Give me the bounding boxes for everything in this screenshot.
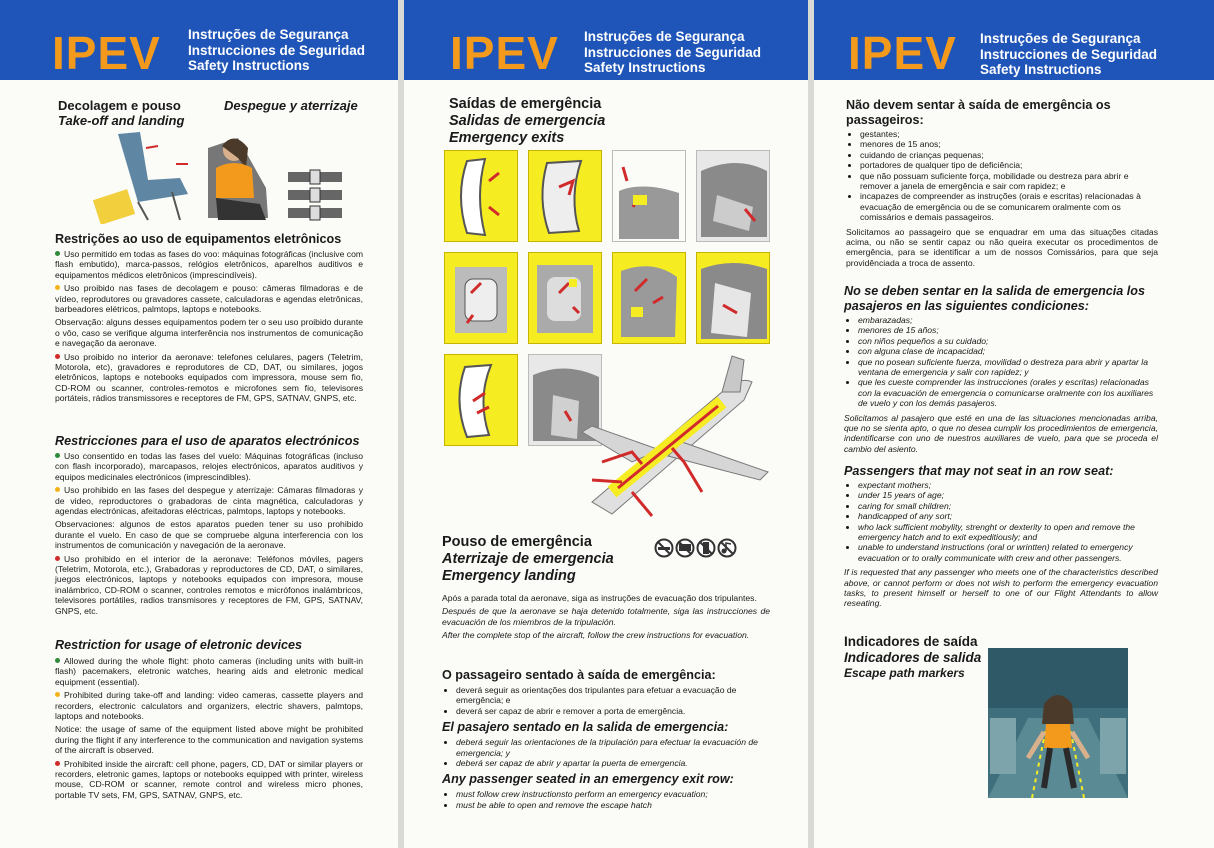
- es-electronics-title: Restricciones para el uso de aparatos electrónicos: [55, 434, 360, 448]
- header-title-en: Safety Instructions: [980, 62, 1102, 77]
- list-item: • caring for small children;: [858, 501, 1158, 511]
- list-item: • gestantes;: [860, 129, 1158, 139]
- list-item: • handicapped of any sort;: [858, 511, 1158, 521]
- panel-header: [814, 0, 1214, 80]
- no-music-icon: [719, 540, 736, 557]
- exit-step-1-icon: [444, 150, 518, 242]
- markers-title-en: Escape path markers: [844, 666, 965, 680]
- restricted-dot-icon: [55, 692, 60, 697]
- seatbelt-buckle-icon: [288, 170, 342, 220]
- prohibited-dot-icon: [55, 556, 60, 561]
- section-pt-electronics: [55, 232, 363, 407]
- landing-text-pt: Após a parada total da aeronave, siga as instruções de evacuação dos tripulantes.: [442, 593, 757, 603]
- list-item: Observação: alguns desses equipamentos podem ter o seu uso proibido durante o vôo, caso se verifique alguma interferência nos instrumentos de comunicação e navegação da aeronave.: [55, 317, 363, 349]
- no-devices-icons: [654, 538, 738, 558]
- seated-list-pt: [442, 685, 772, 716]
- section-en-electronics: [55, 638, 363, 803]
- landing-text-es: Después de que la aeronave se haja detenido totalmente, siga las instrucciones de evacuación de los miembros de la tripulación.: [442, 606, 770, 627]
- section-en-exit-seat: [844, 464, 1158, 609]
- list-item: • que no posean suficiente fuerza, movilidad o destreza para abrir y apartar la ventana de emergencia y salir con rapidez; y: [858, 357, 1158, 378]
- evacuation-aircraft-illustration: [572, 352, 772, 524]
- list-item: • portadores de qualquer tipo de deficiência;: [860, 160, 1158, 170]
- exits-heading: [449, 96, 605, 147]
- panel-electronics: [0, 0, 398, 848]
- brand-logo: IPEV: [52, 27, 161, 79]
- panel-exit-seating: [814, 0, 1214, 848]
- section-es-electronics: [55, 434, 363, 619]
- escape-path-markers-illustration: [988, 648, 1128, 798]
- exits-title-es: Salidas de emergencia: [449, 113, 606, 129]
- list-item: • deberá ser capaz de abrir y apartar la puerta de emergencia.: [456, 758, 772, 768]
- landing-title-es: Aterrizaje de emergencia: [442, 551, 614, 567]
- en-exit-seat-note: If is requested that any passenger who meets one of the characteristics described above, or cannot perform or does not wish to perform the emergency evacuation tasks, to present himself or herself to one of our Flight Attendants to allow reseating.: [844, 567, 1158, 609]
- header-title-en: Safety Instructions: [188, 58, 310, 73]
- restricted-dot-icon: [55, 487, 60, 492]
- en-exit-seat-title: Passengers that may not seat in an row seat:: [844, 464, 1114, 478]
- list-item: • que les cueste comprender las instrucciones (orales y escritas) relacionadas con la evacuación de emergencia o comunicarse oralmente con los auxiliares de vuelo y con los demás pasajeros.: [858, 377, 1158, 408]
- list-item: • must be able to open and remove the escape hatch: [456, 800, 772, 810]
- en-electronics-title: Restriction for usage of eletronic devices: [55, 638, 303, 652]
- header-titles: [188, 27, 365, 74]
- no-phone-icon: [698, 540, 715, 557]
- exit-step-9-icon: [444, 354, 518, 446]
- list-item: • con niños pequeños a su cuidado;: [858, 336, 1158, 346]
- list-item: Notice: the usage of same of the equipment listed above might be prohibited during the flight if any interference to the communication and navigation systems of the aircraft is observed.: [55, 724, 363, 756]
- markers-heading: [844, 634, 981, 681]
- exit-step-2-icon: [528, 150, 602, 242]
- list-item: Uso permitido em todas as fases do voo: máquinas fotográficas (inclusive com flash embutido), marca-passos, relógios eletrônicos, aparelhos auditivos e equipamentos médicos eletrônicos (imprescindíveis).: [55, 249, 364, 280]
- landing-title-pt: Pouso de emergência: [442, 534, 592, 550]
- restricted-dot-icon: [55, 285, 60, 290]
- list-item: Allowed during the whole flight: photo cameras (including units with built-in flash) pacemakers, eletronic watches, hearing aids and eletronic medical equipment (essential).: [55, 656, 363, 687]
- list-item: Uso prohibido en el interior de la aeronave: Teléfonos móviles, pagers (Teletrim, Motorola, etc.), Grabadoras y reproductores de CD, DAT, o similares, juegos electrónicos, laptops y notebooks equipados con impresora, mouse inalámbrico, CD-ROM o scanner, controles remotos e micrófonos inalámbricos, televisores portátiles, radios transmisores y receptores de FM, GPS, SATNAV, GNPS, etc.: [55, 553, 363, 616]
- takeoff-title-es: Despegue y aterrizaje: [224, 98, 358, 113]
- exit-step-6-icon: [528, 252, 602, 344]
- takeoff-heading: [58, 98, 184, 128]
- allowed-dot-icon: [55, 453, 60, 458]
- header-title-es: Instrucciones de Seguridad: [980, 46, 1158, 62]
- allowed-dot-icon: [55, 251, 60, 256]
- list-item: Uso prohibido en las fases del despegue y aterrizaje: Cámaras filmadoras y de video, reproductores o grabadoras de cinta magnética, calculadoras y agendas electrónicas, afeitadoras eléctricas, palmtops, laptops y notebooks.: [55, 485, 363, 517]
- takeoff-title-en: Take-off and landing: [58, 113, 185, 128]
- es-electronics-body: [55, 451, 363, 616]
- seated-title-es: El pasajero sentado en la salida de emergencia:: [442, 720, 729, 735]
- prohibited-dot-icon: [55, 761, 60, 766]
- prohibited-dot-icon: [55, 354, 60, 359]
- exits-title-en: Emergency exits: [449, 130, 565, 146]
- panel-header: [404, 0, 808, 80]
- header-title-pt: Instruções de Segurança: [584, 29, 745, 44]
- landing-heading: [442, 534, 614, 585]
- seated-passenger-icon: [208, 138, 268, 220]
- list-item: • que não possuam suficiente força, mobilidade ou destreza para abrir e remover a janela de emergência e sair com rapidez; e: [860, 171, 1158, 192]
- takeoff-title-pt: Decolagem e pouso: [58, 98, 181, 113]
- list-item: Uso proibido no interior da aeronave: telefones celulares, pagers (Teletrim, Motorola, etc), gravadores e reprodutores de CD, DAT, ou similares, jogos eletrônicos, laptops e notebooks equipados com impressora, mouse sem fio, CD-ROM ou scanner, controles-remotos e microfones sem fio, televisores portáteis, rádios transmissores e receptores de FM, GPS, SATNAV, GNPS, etc.: [55, 351, 363, 404]
- header-title-pt: Instruções de Segurança: [980, 31, 1141, 46]
- pt-electronics-body: [55, 249, 363, 404]
- list-item: • who lack sufficient mobylity, strenght or dexterity to open and remove the emergency hatch and to exit expeditiously; and: [858, 522, 1158, 543]
- exit-step-4-icon: [696, 150, 770, 242]
- en-electronics-body: [55, 656, 363, 800]
- section-pt-exit-seat: [846, 98, 1158, 268]
- list-item: Uso consentido en todas las fases del vuelo: Máquinas fotográficas (incluso con flash incorporado), marcapasos, relojes electrónicos, aparatos auditivos y equipos medicinales electrónicos (imprescindibles).: [55, 451, 363, 482]
- exits-title-pt: Saídas de emergência: [449, 96, 602, 112]
- pt-exit-seat-note: Solicitamos ao passageiro que se enquadrar em uma das situações citadas acima, ou não se sentir capaz ou não queira executar os procedimentos de emergência, para se identificar a um de nossos Comissários, para que seja providênciada a troca de assento.: [846, 226, 1158, 268]
- exit-step-5-icon: [444, 252, 518, 344]
- list-item: • incapazes de compreender as instruções (orais e escritas) relacionadas à evacuação de emergência ou de se comunicarem oralmente com os comissários e demais passageiros.: [860, 191, 1158, 222]
- header-titles: [980, 31, 1157, 78]
- list-item: Prohibited during take-off and landing: video cameras, cassette players and recorders, electronic calculators and organizers, electric shavers, palmtops, laptops and notebooks.: [55, 690, 363, 722]
- no-laptop-icon: [677, 540, 694, 557]
- seat-upright-icon: [93, 132, 188, 224]
- seated-title-en: Any passenger seated in an emergency exit row:: [442, 772, 734, 787]
- allowed-dot-icon: [55, 658, 60, 663]
- header-titles: [584, 29, 761, 76]
- exit-step-7-icon: [612, 252, 686, 344]
- pt-exit-seat-list: [846, 129, 1158, 223]
- landing-text-en: After the complete stop of the aircraft, follow the crew instructions for evacuation.: [442, 630, 750, 641]
- landing-instructions: [442, 593, 770, 644]
- seated-list-es: [442, 737, 772, 768]
- list-item: • expectant mothers;: [858, 480, 1158, 490]
- no-smoking-icon: [656, 540, 673, 557]
- pt-exit-seat-title: Não devem sentar à saída de emergência os passageiros:: [846, 98, 1111, 127]
- exit-step-8-icon: [696, 252, 770, 344]
- list-item: • con alguna clase de incapacidad;: [858, 346, 1158, 356]
- header-title-es: Instrucciones de Seguridad: [188, 42, 366, 58]
- es-exit-seat-note: Solicitamos al pasajero que esté en una de las situaciones mencionadas arriba, que no se sienta apto, o que no desea cumplir los procedimientos de emergencia, indentificarse con uno de nuestros auxiliares de vuelo, para que se proceda el cambio del asiento.: [844, 412, 1158, 454]
- list-item: • deberá seguir las orientaciones de la tripulación para efectuar la evacuación de emergencia; y: [456, 737, 772, 758]
- panel-header: [0, 0, 398, 80]
- takeoff-illustration: [88, 128, 368, 224]
- es-exit-seat-list: [844, 315, 1158, 409]
- list-item: • menores de 15 anos;: [860, 139, 1158, 149]
- header-title-pt: Instruções de Segurança: [188, 27, 349, 42]
- list-item: • deverá ser capaz de abrir e remover a porta de emergência.: [456, 706, 772, 716]
- list-item: • must follow crew instructionsto perform an emergency evacuation;: [456, 789, 772, 799]
- landing-title-en: Emergency landing: [442, 568, 576, 584]
- markers-title-es: Indicadores de salida: [844, 650, 982, 665]
- list-item: • deverá seguir as orientações dos tripulantes para efetuar a evacuação de emergência; e: [456, 685, 772, 706]
- brand-logo: IPEV: [450, 27, 559, 79]
- exit-row-section: [442, 668, 772, 810]
- exit-step-3-icon: [612, 150, 686, 242]
- list-item: • unable to understand instructions (oral or wrintten) related to emergency evacuation or to orally communicate with crew and other passengers.: [858, 542, 1158, 563]
- brand-logo: IPEV: [848, 27, 957, 79]
- seated-list-en: [442, 789, 772, 810]
- pt-electronics-title: Restrições ao uso de equipamentos eletrônicos: [55, 232, 342, 246]
- list-item: • under 15 years of age;: [858, 490, 1158, 500]
- list-item: Uso proibido nas fases de decolagem e pouso: câmeras filmadoras e de vídeo, reprodutores ou gravadores cassete, calculadoras e agendas eletrônicas, barbeadores elétricos, palmtops, laptops e notebooks.: [55, 283, 363, 315]
- list-item: Prohibited inside the aircraft: cell phone, pagers, CD, DAT or similar players or recorders, eletronic games, laptops or notebooks equipped with printer, wireless mouse, CD-ROM or scanner, remote control and wireless micro phones, portable TV sets, FM, GPS, SATNAV, GNPS, etc.: [55, 758, 363, 800]
- es-exit-seat-title: No se deben sentar en la salida de emergencia los pasajeros en las siguientes condiciones:: [844, 284, 1145, 313]
- list-item: • embarazadas;: [858, 315, 1158, 325]
- header-title-es: Instrucciones de Seguridad: [584, 44, 762, 60]
- list-item: • cuidando de crianças pequenas;: [860, 150, 1158, 160]
- list-item: Observaciones: algunos de estos aparatos pueden tener su uso prohibido durante el vuelo. En caso de que se compruebe alguna interferencia con los instrumentos de comunicación y navegación de la aeronave.: [55, 519, 363, 551]
- list-item: • menores de 15 años;: [858, 325, 1158, 335]
- markers-title-pt: Indicadores de saída: [844, 634, 978, 649]
- seated-title-pt: O passageiro sentado à saída de emergência:: [442, 668, 716, 682]
- en-exit-seat-list: [844, 480, 1158, 563]
- section-es-exit-seat: [844, 284, 1158, 454]
- panel-emergency: [404, 0, 808, 848]
- header-title-en: Safety Instructions: [584, 60, 706, 75]
